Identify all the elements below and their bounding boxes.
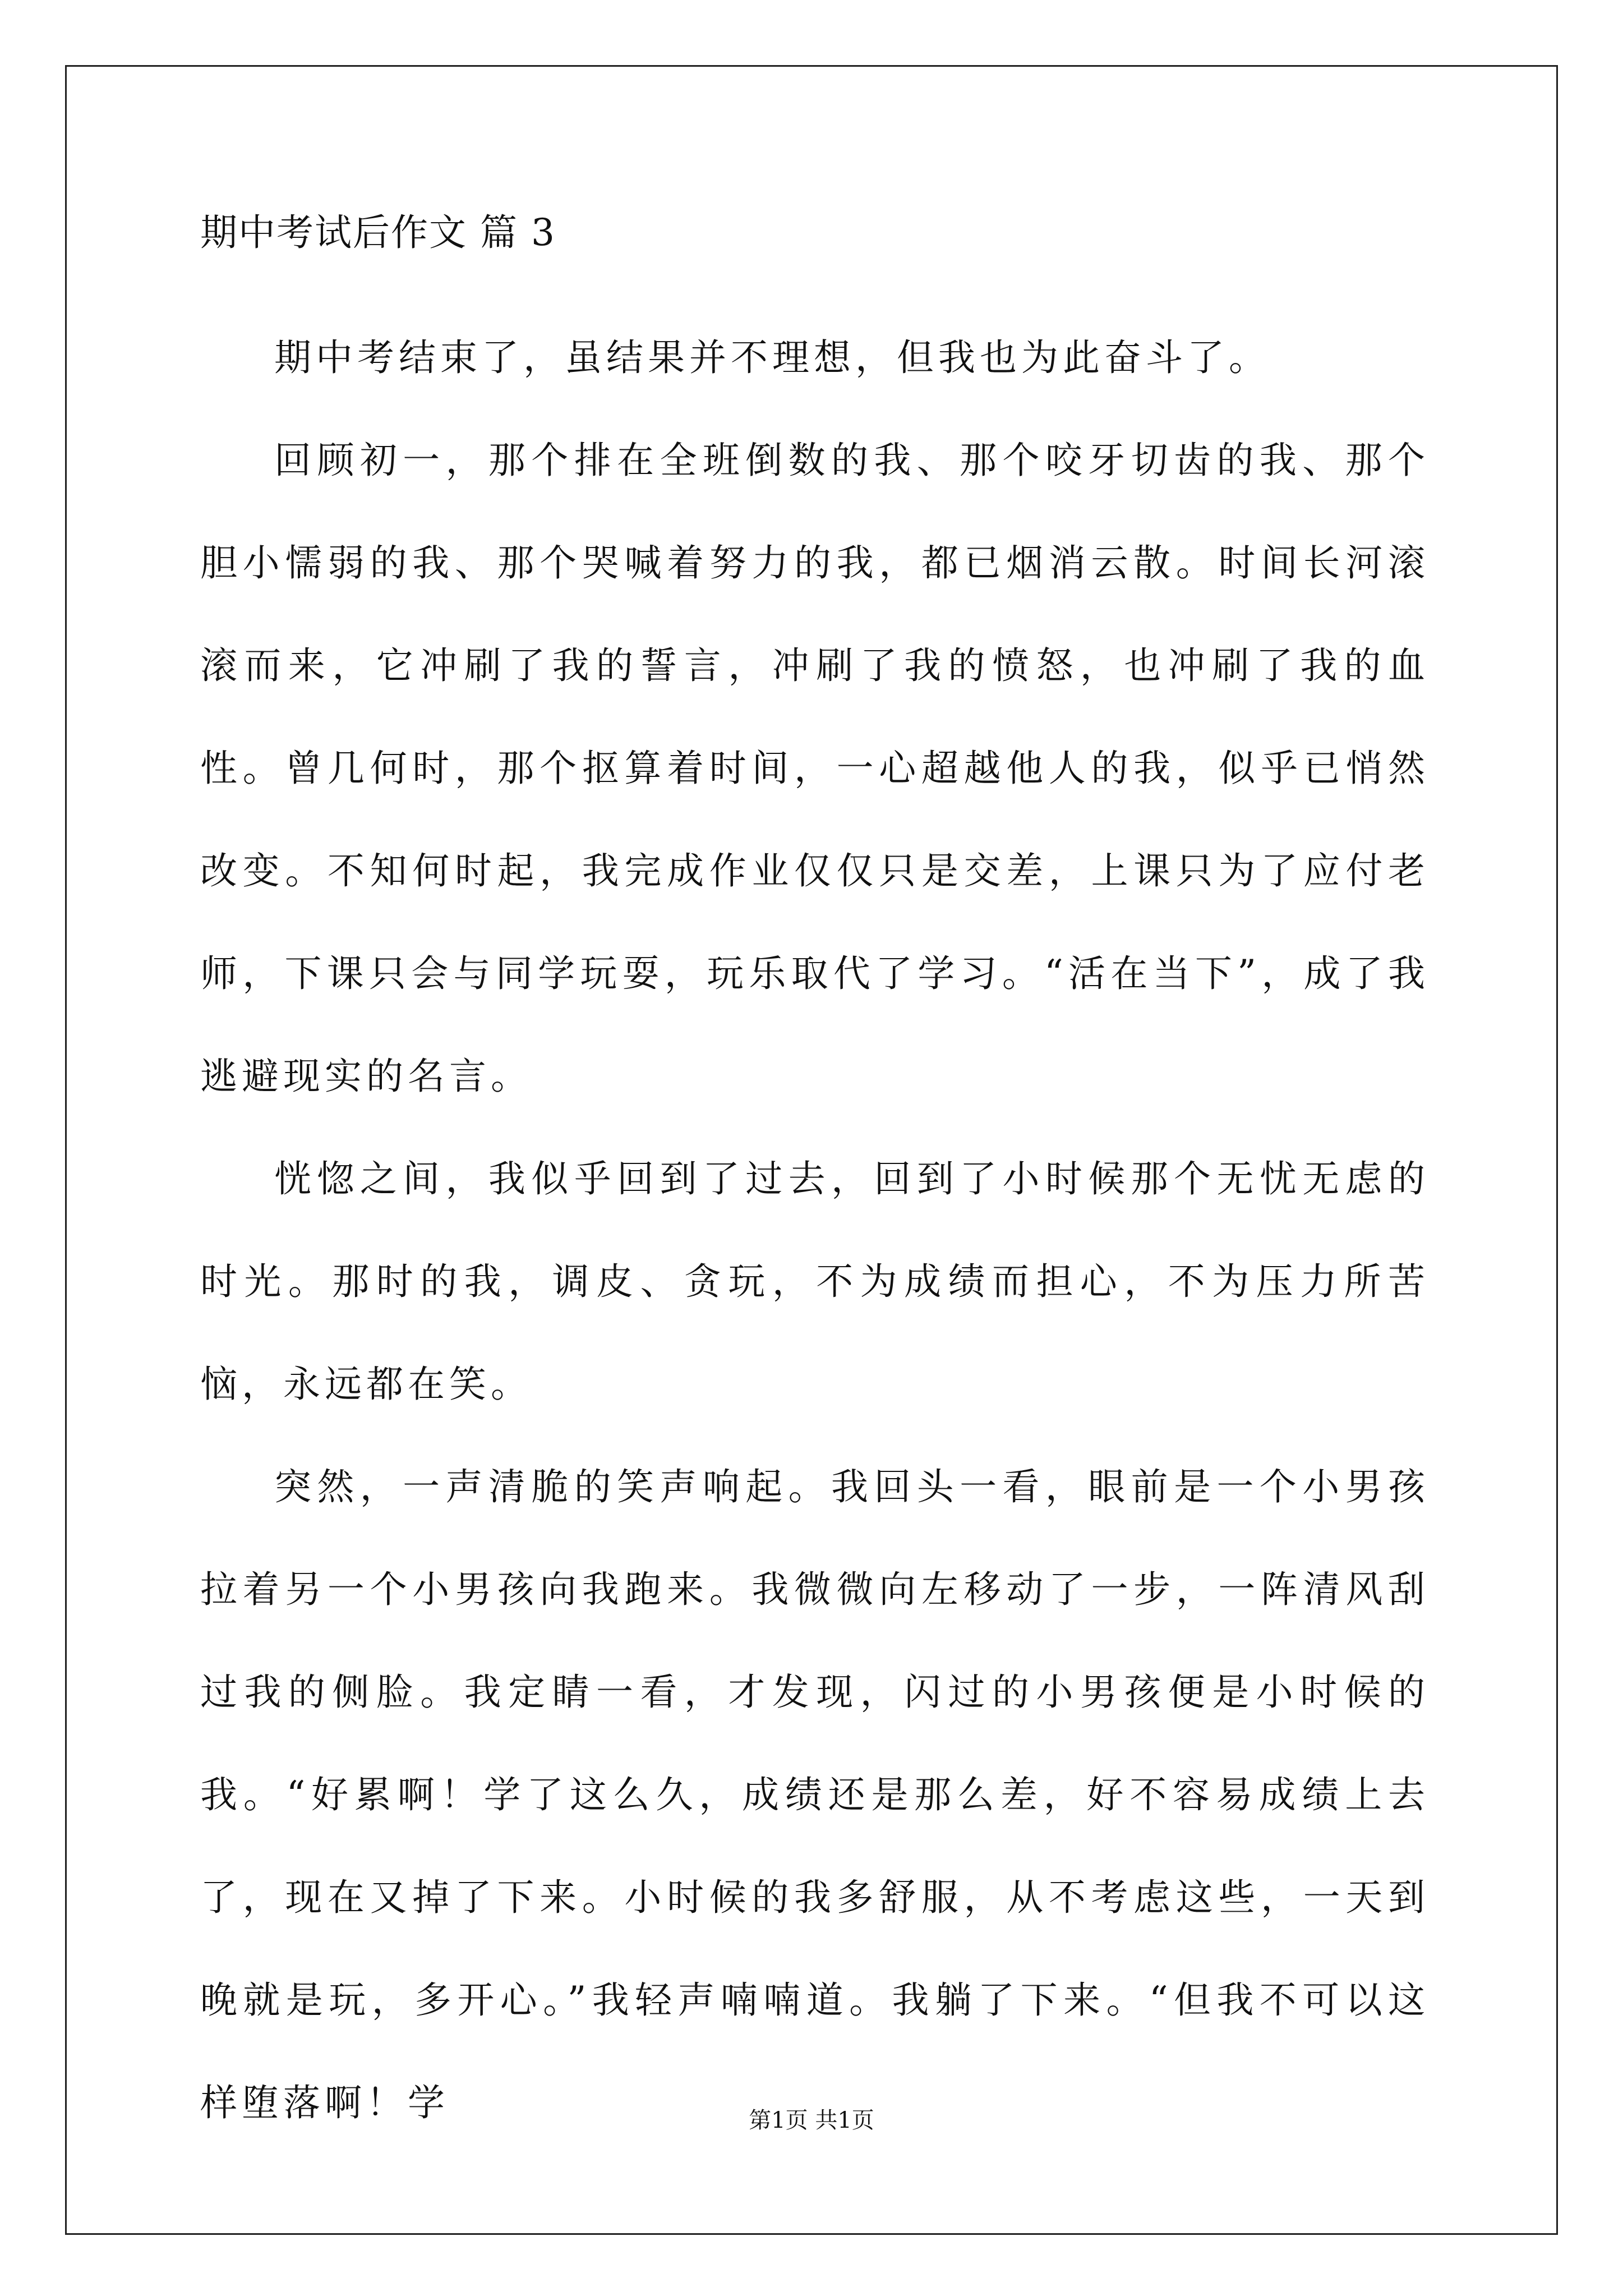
document-title: 期中考试后作文 篇 3 [200,211,556,254]
paragraph: 期中考结束了，虽结果并不理想，但我也为此奋斗了。 [274,336,1270,380]
paragraph: 回顾初一，那个排在全班倒数的我、那个咬牙切齿的我、那个胆小懦弱的我、那个哭喊着努力的我，都已烟消云散。时间长河滚滚而来，它冲刷了我的誓言，冲刷了我的愤怒，也冲刷了我的血性。曾几何时，那个抠算着时间，一心超越他人的我，似乎已悄然改变。不知何时起，我完成作业仅仅只是交差，上课只为了应付老师，下课只会与同学玩耍，玩乐取代了学习。“活在当下”，成了我逃避现实的名言。 [200,439,1430,1098]
paragraph: 突然，一声清脆的笑声响起。我回头一看，眼前是一个小男孩拉着另一个小男孩向我跑来。我微微向左移动了一步，一阵清风刮过我的侧脸。我定睛一看，才发现，闪过的小男孩便是小时候的我。“好累啊！学了这么久，成绩还是那么差，好不容易成绩上去了，现在又掉了下来。小时候的我多舒服，从不考虑这些，一天到晚就是玩，多开心。”我轻声喃喃道。我躺了下来。“但我不可以这样堕落啊！学 [200,1465,1430,2125]
page-footer: 第1页 共1页 [749,2108,874,2133]
document-body [200,210,1430,2154]
paragraph: 恍惚之间，我似乎回到了过去，回到了小时候那个无忧无虑的时光。那时的我，调皮、贪玩，不为成绩而担心，不为压力所苦恼，永远都在笑。 [200,1157,1430,1406]
